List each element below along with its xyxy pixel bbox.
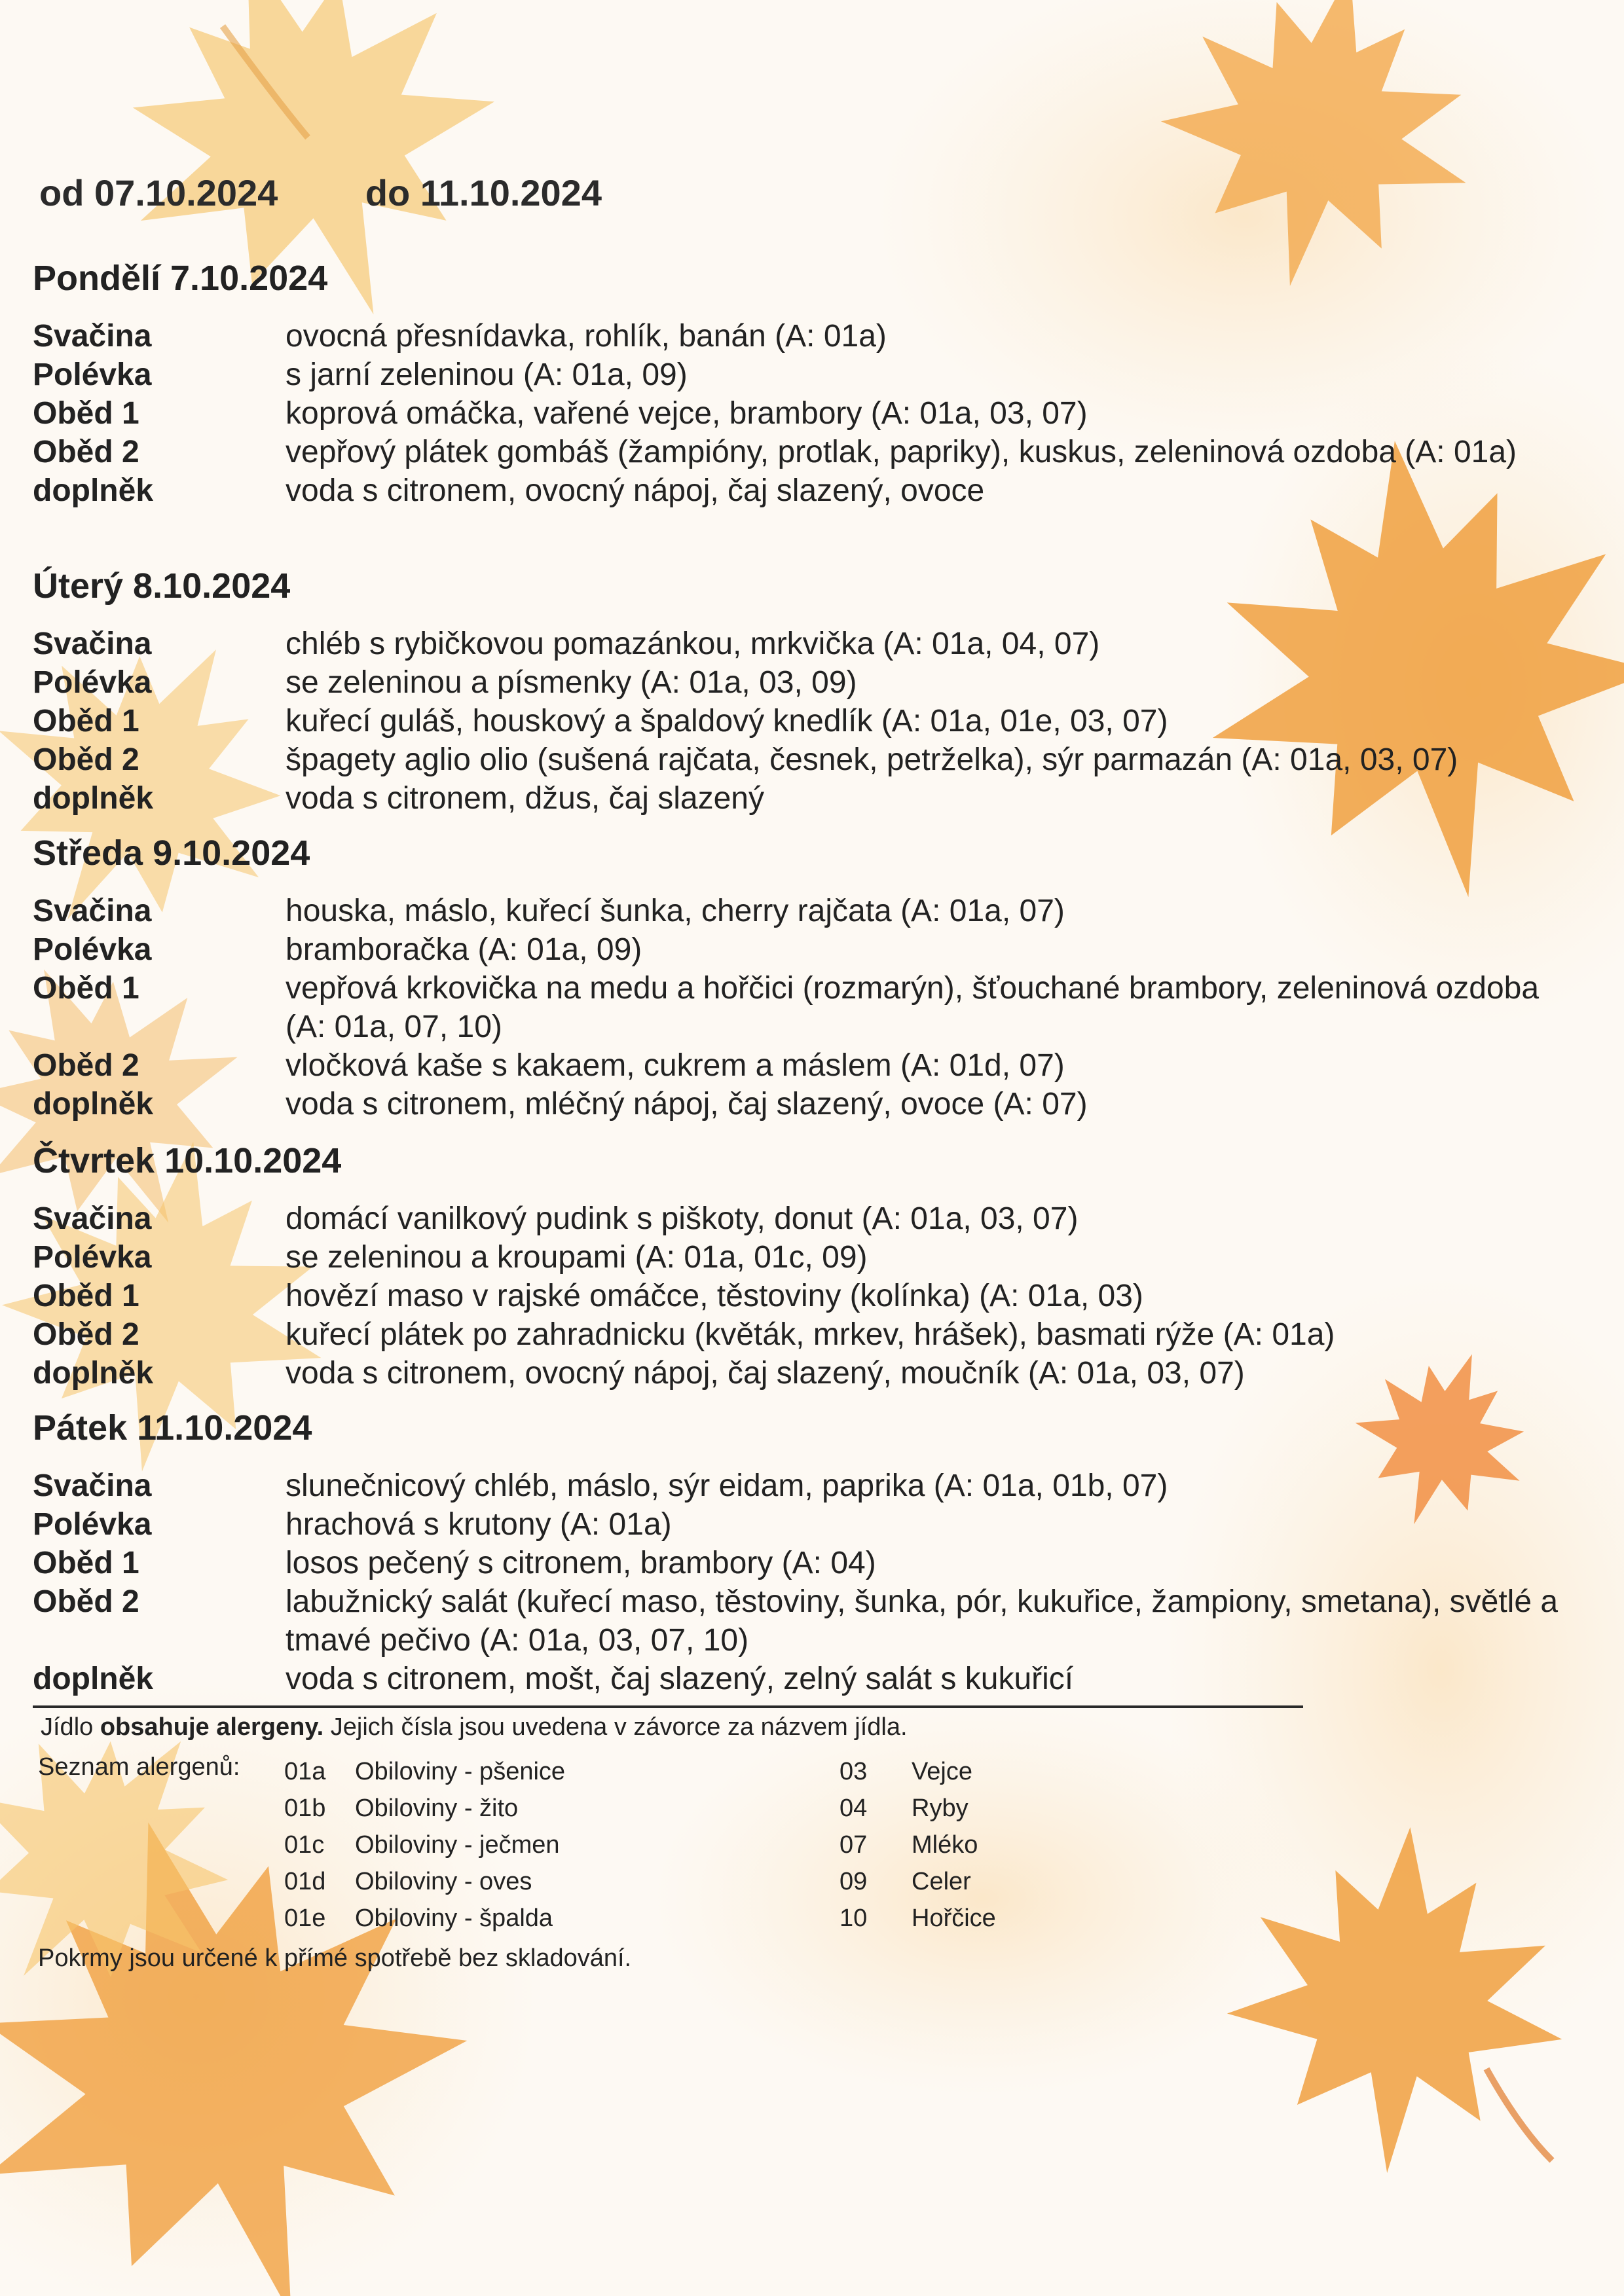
allergen-item	[840, 1753, 996, 1790]
allergen-note-pre: Jídlo	[41, 1713, 100, 1741]
meal-text: vločková kaše s kakaem, cukrem a máslem (A: 01d, 07)	[286, 1048, 1065, 1083]
meal-row	[33, 1199, 1578, 1238]
allergen-code: 04	[840, 1795, 868, 1822]
meal-label: Polévka	[33, 1240, 152, 1275]
day-title: Pondělí 7.10.2024	[33, 259, 328, 298]
meal-row	[33, 1660, 1578, 1698]
meal-text: ovocná přesnídavka, rohlík, banán (A: 01a)	[286, 319, 887, 354]
allergen-item	[840, 1900, 996, 1937]
day-wednesday	[33, 831, 1578, 1123]
allergen-code: 01e	[284, 1904, 326, 1932]
meal-row	[33, 1315, 1578, 1354]
meal-row	[33, 892, 1578, 930]
meal-row	[33, 930, 1578, 969]
meal-text: houska, máslo, kuřecí šunka, cherry rajčata (A: 01a, 07)	[286, 894, 1065, 928]
allergen-item	[284, 1790, 565, 1827]
meal-text: labužnický salát (kuřecí maso, těstoviny, šunka, pór, kukuřice, žampiony, smetana), světlé a tmavé pečivo (A: 01a, 03, 07, 10)	[286, 1584, 1559, 1658]
meal-text: se zeleninou a kroupami (A: 01a, 01c, 09)	[286, 1240, 868, 1275]
meal-row	[33, 1238, 1578, 1277]
meal-label: doplněk	[33, 781, 154, 816]
meal-text: vepřový plátek gombáš (žampióny, protlak, papriky), kuskus, zeleninová ozdoba (A: 01a)	[286, 435, 1517, 469]
meal-label: Svačina	[33, 894, 152, 928]
meal-label: doplněk	[33, 473, 154, 508]
meal-label: doplněk	[33, 1087, 154, 1121]
meal-text: voda s citronem, mošt, čaj slazený, zelný salát s kukuřicí	[286, 1662, 1074, 1696]
divider-line	[33, 1705, 1303, 1708]
meal-label: Polévka	[33, 665, 152, 700]
meal-text: vepřová krkovička na medu a hořčici (rozmarýn), šťouchané brambory, zeleninová ozdoba (A: 01a, 07, 10)	[286, 971, 1540, 1044]
allergen-item	[284, 1863, 565, 1900]
meal-row	[33, 1354, 1578, 1393]
date-from: od 07.10.2024	[39, 172, 278, 213]
meal-label: Oběd 1	[33, 396, 139, 431]
allergen-name: Obiloviny - žito	[355, 1795, 519, 1822]
day-thursday	[33, 1139, 1578, 1393]
meal-row	[33, 1467, 1578, 1505]
allergen-name: Celer	[912, 1868, 971, 1895]
meal-label: Oběd 1	[33, 1279, 139, 1313]
meal-row	[33, 1277, 1578, 1315]
day-tuesday	[33, 564, 1578, 818]
allergen-item	[840, 1827, 996, 1863]
allergen-note-bold: obsahuje alergeny.	[100, 1713, 324, 1741]
meal-text: slunečnicový chléb, máslo, sýr eidam, paprika (A: 01a, 01b, 07)	[286, 1468, 1168, 1503]
meal-text: s jarní zeleninou (A: 01a, 09)	[286, 357, 688, 392]
meal-label: Polévka	[33, 932, 152, 967]
meal-text: špagety aglio olio (sušená rajčata, česnek, petrželka), sýr parmazán (A: 01a, 03, 07)	[286, 742, 1458, 777]
meal-row	[33, 625, 1578, 663]
meal-row	[33, 394, 1578, 433]
allergen-name: Obiloviny - ječmen	[355, 1831, 560, 1859]
meal-text: bramboračka (A: 01a, 09)	[286, 932, 642, 967]
meal-label: Oběd 1	[33, 971, 139, 1006]
date-to: do 11.10.2024	[365, 172, 602, 213]
allergen-code: 01a	[284, 1758, 326, 1785]
meal-label: Oběd 2	[33, 1048, 139, 1083]
meal-label: Svačina	[33, 627, 152, 661]
meal-text: hovězí maso v rajské omáčce, těstoviny (kolínka) (A: 01a, 03)	[286, 1279, 1143, 1313]
storage-note: Pokrmy jsou určené k přímé spotřebě bez skladování.	[38, 1944, 632, 1972]
meal-row	[33, 1582, 1578, 1660]
allergen-name: Vejce	[912, 1758, 972, 1785]
meal-row	[33, 317, 1578, 355]
meal-label: Oběd 2	[33, 435, 139, 469]
meal-row	[33, 1046, 1578, 1085]
meal-text: kuřecí guláš, houskový a špaldový knedlík (A: 01a, 01e, 03, 07)	[286, 704, 1168, 738]
allergen-item	[840, 1863, 996, 1900]
day-friday	[33, 1406, 1578, 1698]
meal-label: doplněk	[33, 1356, 154, 1391]
allergen-name: Ryby	[912, 1795, 969, 1822]
meal-label: doplněk	[33, 1662, 154, 1696]
meal-label: Polévka	[33, 357, 152, 392]
allergen-name: Obiloviny - špalda	[355, 1904, 553, 1932]
meal-row	[33, 471, 1578, 510]
allergen-name: Mléko	[912, 1831, 978, 1859]
allergen-note-post: Jejich čísla jsou uvedena v závorce za názvem jídla.	[323, 1713, 908, 1741]
allergen-item	[284, 1900, 565, 1937]
allergen-code: 09	[840, 1868, 868, 1895]
meal-row	[33, 702, 1578, 740]
allergen-code: 10	[840, 1904, 868, 1932]
allergen-name: Hořčice	[912, 1904, 996, 1932]
meal-row	[33, 433, 1578, 471]
meal-text: voda s citronem, džus, čaj slazený	[286, 781, 764, 816]
meal-text: koprová omáčka, vařené vejce, brambory (A: 01a, 03, 07)	[286, 396, 1088, 431]
day-title: Středa 9.10.2024	[33, 833, 310, 873]
allergen-code: 01c	[284, 1831, 325, 1859]
meal-text: voda s citronem, mléčný nápoj, čaj slazený, ovoce (A: 07)	[286, 1087, 1088, 1121]
meal-label: Svačina	[33, 1201, 152, 1236]
meal-text: voda s citronem, ovocný nápoj, čaj slazený, moučník (A: 01a, 03, 07)	[286, 1356, 1245, 1391]
meal-text: hrachová s krutony (A: 01a)	[286, 1507, 672, 1542]
allergen-list-left	[284, 1753, 565, 1937]
allergen-item	[840, 1790, 996, 1827]
day-title: Úterý 8.10.2024	[33, 566, 291, 606]
allergen-name: Obiloviny - oves	[355, 1868, 532, 1895]
meal-text: losos pečený s citronem, brambory (A: 04)	[286, 1546, 876, 1580]
meal-text: voda s citronem, ovocný nápoj, čaj slazený, ovoce	[286, 473, 985, 508]
meal-text: se zeleninou a písmenky (A: 01a, 03, 09)	[286, 665, 857, 700]
meal-row	[33, 1505, 1578, 1544]
meal-row	[33, 779, 1578, 818]
meal-label: Oběd 2	[33, 1317, 139, 1352]
meal-row	[33, 663, 1578, 702]
meal-text: kuřecí plátek po zahradnicku (květák, mrkev, hrášek), basmati rýže (A: 01a)	[286, 1317, 1335, 1352]
allergen-item	[284, 1827, 565, 1863]
meal-label: Oběd 1	[33, 1546, 139, 1580]
meal-row	[33, 740, 1578, 779]
day-monday	[33, 257, 1578, 510]
allergen-name: Obiloviny - pšenice	[355, 1758, 566, 1785]
allergen-list-right	[840, 1753, 996, 1937]
day-title: Čtvrtek 10.10.2024	[33, 1141, 342, 1180]
meal-label: Oběd 2	[33, 1584, 139, 1619]
meal-text: chléb s rybičkovou pomazánkou, mrkvička (A: 01a, 04, 07)	[286, 627, 1100, 661]
allergen-note	[41, 1713, 908, 1741]
allergen-item	[284, 1753, 565, 1790]
allergen-code: 01d	[284, 1868, 326, 1895]
meal-row	[33, 969, 1578, 1046]
date-range	[39, 172, 602, 214]
day-title: Pátek 11.10.2024	[33, 1408, 312, 1448]
meal-label: Oběd 1	[33, 704, 139, 738]
allergen-code: 07	[840, 1831, 868, 1859]
meal-label: Oběd 2	[33, 742, 139, 777]
meal-row	[33, 1085, 1578, 1123]
meal-row	[33, 1544, 1578, 1582]
meal-label: Svačina	[33, 319, 152, 354]
meal-label: Svačina	[33, 1468, 152, 1503]
allergen-list-title: Seznam alergenů:	[38, 1753, 240, 1781]
allergen-code: 01b	[284, 1795, 326, 1822]
meal-row	[33, 355, 1578, 394]
meal-text: domácí vanilkový pudink s piškoty, donut (A: 01a, 03, 07)	[286, 1201, 1079, 1236]
allergen-code: 03	[840, 1758, 868, 1785]
meal-label: Polévka	[33, 1507, 152, 1542]
